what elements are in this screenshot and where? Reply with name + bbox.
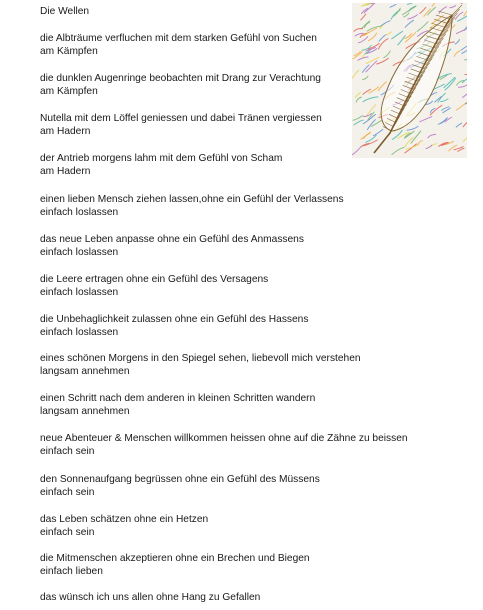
background-stroke [392, 147, 404, 154]
stanza-line: einen Schritt nach dem anderen in kleinen Schritten wandern [40, 393, 316, 404]
background-stroke [463, 91, 467, 97]
background-stroke [465, 72, 467, 74]
background-stroke [463, 116, 467, 127]
background-stroke [378, 82, 386, 91]
stanza-line: eines schönen Morgens in den Spiegel sehen, liebevoll mich verstehen [40, 353, 361, 364]
background-stroke [372, 120, 382, 126]
background-stroke [363, 89, 371, 94]
background-stroke [356, 97, 361, 102]
stanza [40, 273, 268, 299]
stanza-refrain: am Kämpfen [40, 86, 98, 97]
stanza-line: das Leben schätzen ohne ein Hetzen [40, 514, 209, 525]
stanza-refrain: einfach sein [40, 527, 95, 538]
background-stroke [363, 65, 370, 72]
background-stroke [454, 51, 460, 57]
stanza-line: die Albträume verfluchen mit dem starken Gefühl von Suchen [40, 33, 317, 44]
background-stroke [405, 20, 413, 27]
background-stroke [407, 126, 418, 130]
background-stroke [369, 33, 377, 41]
stanza-line: die dunklen Augenringe beobachten mit Drang zur Verachtung [40, 73, 321, 84]
stanza-line: der Antrieb morgens lahm mit dem Gefühl von Scham [40, 153, 283, 164]
stanza [40, 32, 317, 58]
stanza-refrain: einfach lieben [40, 566, 103, 577]
stanza-refrain: einfach sein [40, 487, 95, 498]
stanza [40, 112, 322, 138]
stanza-refrain: einfach loslassen [40, 327, 119, 338]
background-stroke [392, 31, 403, 39]
background-stroke [426, 145, 432, 149]
background-stroke [371, 3, 385, 4]
background-stroke [445, 78, 456, 90]
stanza [40, 193, 344, 219]
background-stroke [352, 146, 361, 154]
background-stroke [441, 99, 448, 102]
background-stroke [456, 123, 462, 127]
background-stroke [458, 83, 467, 87]
background-stroke [366, 57, 379, 63]
background-stroke [363, 97, 378, 102]
stanza-line: den Sonnenaufgang begrüssen ohne ein Gefühl des Müssens [40, 474, 320, 485]
stanza [40, 432, 408, 458]
stanza [40, 591, 260, 604]
background-stroke [461, 43, 467, 50]
stanza [40, 392, 315, 418]
background-stroke [361, 14, 366, 20]
stanza-refrain: am Hadern [40, 166, 91, 177]
stanza [40, 313, 308, 339]
stanza-line: Nutella mit dem Löffel geniessen und dabei Tränen vergiessen [40, 113, 322, 124]
background-stroke [428, 134, 436, 137]
poem-title: Die Wellen [40, 6, 90, 17]
stanza-line: neue Abenteuer & Menschen willkommen heissen ohne auf die Zähne zu beissen [40, 433, 408, 444]
stanza [40, 233, 304, 259]
stanza-refrain: einfach loslassen [40, 207, 119, 218]
background-stroke [398, 36, 405, 45]
stanza-line: die Unbehaglichkeit zulassen ohne ein Gefühl des Hassens [40, 314, 309, 325]
stanza [40, 473, 320, 499]
background-stroke [353, 116, 362, 121]
background-stroke [450, 6, 456, 8]
stanza-line: das wünsch ich uns allen ohne Hang zu Gefallen [40, 592, 261, 603]
background-stroke [432, 3, 442, 6]
background-stroke [355, 92, 360, 97]
stanza-refrain: einfach sein [40, 446, 95, 457]
background-stroke [464, 5, 467, 16]
stanza [40, 513, 208, 539]
background-stroke [358, 57, 368, 60]
background-stroke [456, 12, 463, 19]
stanza [40, 352, 361, 378]
background-stroke [449, 145, 457, 151]
background-stroke [463, 136, 467, 142]
stanza [40, 552, 310, 578]
background-stroke [364, 140, 378, 146]
background-stroke [364, 133, 370, 138]
stanza-line: einen lieben Mensch ziehen lassen,ohne ein Gefühl der Verlassens [40, 194, 344, 205]
background-stroke [465, 55, 467, 60]
background-stroke [418, 141, 423, 145]
stanza-refrain: am Kämpfen [40, 46, 98, 57]
stanza-refrain: langsam annehmen [40, 406, 130, 417]
background-stroke [352, 70, 359, 78]
background-stroke [386, 32, 391, 35]
background-stroke [458, 148, 464, 151]
background-stroke [417, 22, 428, 32]
background-stroke [457, 15, 467, 21]
feather-illustration [352, 3, 467, 158]
stanza-refrain: am Hadern [40, 126, 91, 137]
background-stroke [354, 120, 363, 125]
background-stroke [363, 114, 375, 123]
stanza-refrain: langsam annehmen [40, 366, 130, 377]
background-stroke [377, 58, 389, 64]
background-stroke [420, 7, 426, 13]
feather-drawing-icon [352, 3, 467, 158]
background-stroke [408, 3, 415, 4]
background-stroke [390, 4, 396, 7]
stanza-refrain: einfach loslassen [40, 247, 119, 258]
background-stroke [384, 51, 390, 58]
stanza [40, 152, 282, 178]
background-stroke [363, 76, 368, 79]
stanza-line: die Leere ertragen ohne ein Gefühl des Versagens [40, 274, 269, 285]
stanza [40, 72, 321, 98]
background-stroke [403, 6, 416, 15]
background-stroke [420, 117, 432, 122]
stanza-refrain: einfach loslassen [40, 287, 119, 298]
background-stroke [354, 29, 363, 32]
background-stroke [455, 40, 459, 45]
background-stroke [374, 129, 383, 135]
stanza-line: die Mitmenschen akzeptieren ohne ein Brechen und Biegen [40, 553, 310, 564]
background-stroke [408, 15, 418, 20]
background-stroke [369, 87, 379, 93]
background-stroke [406, 145, 419, 150]
stanza-line: das neue Leben anpasse ohne ein Gefühl des Anmassens [40, 234, 304, 245]
background-stroke [456, 101, 467, 110]
